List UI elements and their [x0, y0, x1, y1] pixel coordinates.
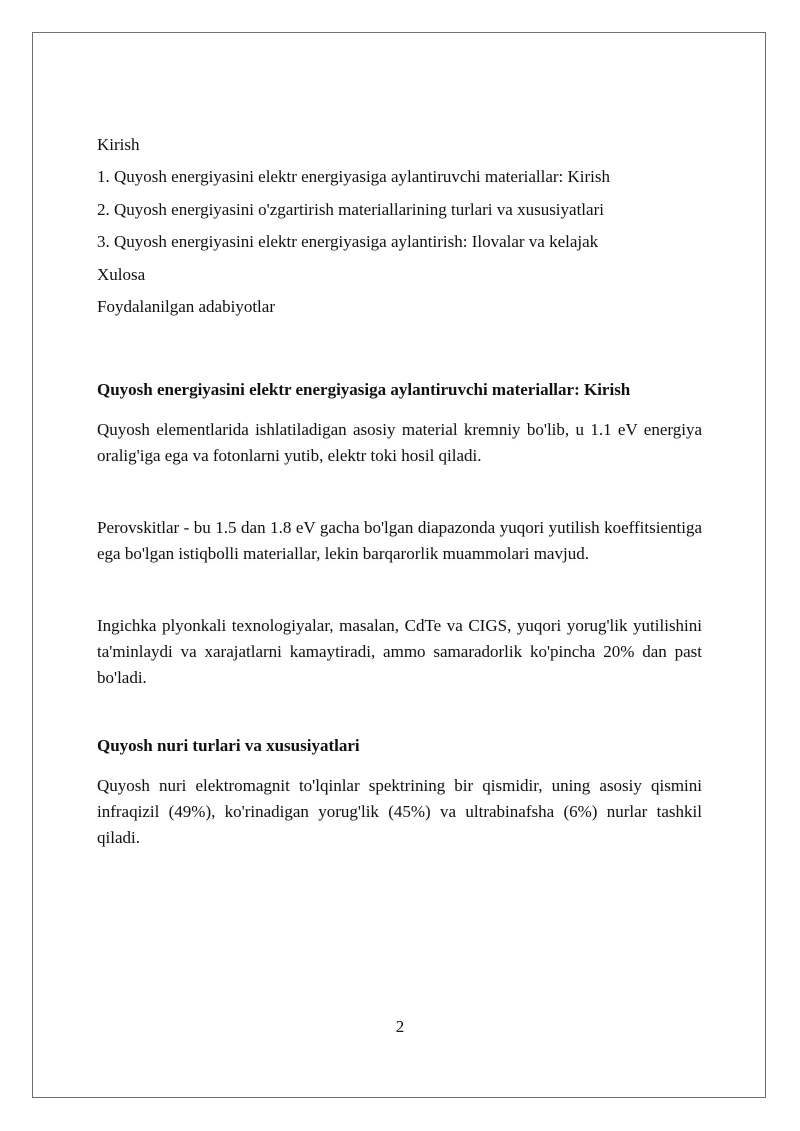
toc-item-references: Foydalanilgan adabiyotlar [97, 297, 275, 317]
paragraph: Perovskitlar - bu 1.5 dan 1.8 eV gacha bo'lgan diapazonda yuqori yutilish koeffitsientiga ega bo'lgan istiqbolli materiallar, lekin barqarorlik muammolari mavjud. [97, 518, 702, 564]
table-of-contents [97, 129, 702, 323]
section-heading: Quyosh energiyasini elektr energiyasiga aylantiruvchi materiallar: Kirish [97, 380, 631, 400]
toc-item-2: 2. Quyosh energiyasini o'zgartirish materiallarining turlari va xususiyatlari [97, 199, 604, 219]
paragraph: Ingichka plyonkali texnologiyalar, masalan, CdTe va CIGS, yuqori yorug'lik yutilishini ta'minlaydi va xarajatlarni kamaytiradi, ammo samaradorlik ko'pincha 20% dan past bo'ladi. [97, 616, 702, 688]
paragraph: Quyosh nuri elektromagnit to'lqinlar spektrining bir qismidir, uning asosiy qismini infraqizil (49%), ko'rinadigan yorug'lik (45%) va ultrabinafsha (6%) nurlar tashkil qiladi. [97, 776, 702, 848]
section-heading: Quyosh nuri turlari va xususiyatlari [97, 736, 360, 756]
page-number: 2 [395, 1017, 405, 1036]
toc-item-introduction: Kirish [97, 135, 140, 154]
toc-item-3: 3. Quyosh energiyasini elektr energiyasiga aylantirish: Ilovalar va kelajak [97, 232, 599, 252]
document-body [97, 129, 702, 851]
toc-item-conclusion: Xulosa [97, 264, 146, 284]
toc-item-1: 1. Quyosh energiyasini elektr energiyasiga aylantiruvchi materiallar: Kirish [97, 167, 610, 187]
paragraph: Quyosh elementlarida ishlatiladigan asosiy material kremniy bo'lib, u 1.1 eV energiya oralig'iga ega va fotonlarni yutib, elektr toki hosil qiladi. [97, 420, 702, 466]
